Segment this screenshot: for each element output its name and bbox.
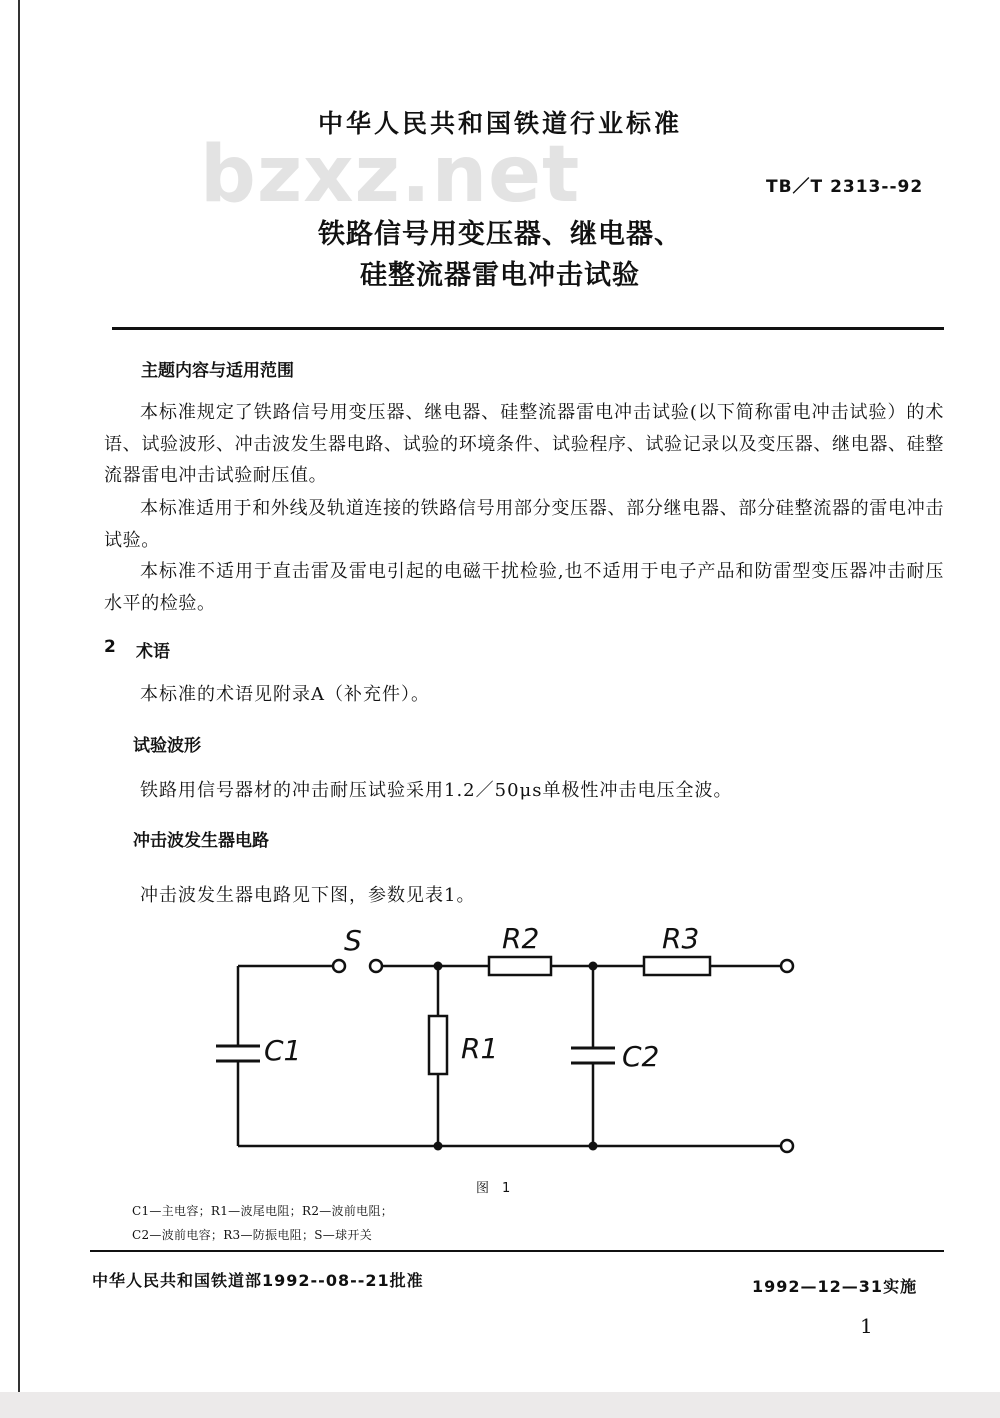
- junction-r1-top: [434, 962, 443, 971]
- label-r1: R1: [461, 1032, 499, 1065]
- output-terminal-bottom: [781, 1140, 793, 1152]
- page-number: 1: [860, 1314, 873, 1338]
- switch-contact-left: [333, 960, 345, 972]
- generator-text: 冲击波发生器电路见下图，参数见表1。: [140, 885, 476, 906]
- label-c1: C1: [264, 1034, 302, 1067]
- figure-legend-line-1: C1—主电容；R1—波尾电阻；R2—波前电阻；: [132, 1204, 394, 1218]
- label-r2: R2: [502, 922, 540, 955]
- junction-c2-bottom: [589, 1142, 598, 1151]
- label-c2: C2: [622, 1040, 660, 1073]
- section-heading-generator: 冲击波发生器电路: [133, 831, 269, 851]
- terms-text: 本标准的术语见附录A（补充件）。: [140, 684, 430, 705]
- junction-r1-bottom: [434, 1142, 443, 1151]
- resistor-r1: [429, 1016, 447, 1074]
- section-number-terms: 2: [104, 637, 116, 657]
- waveform-text: 铁路用信号器材的冲击耐压试验采用1.2／50μs单极性冲击电压全波。: [140, 780, 733, 801]
- section-heading-scope: 主题内容与适用范围: [141, 361, 294, 381]
- standard-code: TB／T 2313--92: [766, 177, 924, 197]
- scope-paragraph-1: 本标准规定了铁路信号用变压器、继电器、硅整流器雷电冲击试验(以下简称雷电冲击试验）的术语、试验波形、冲击波发生器电路、试验的环境条件、试验程序、试验记录以及变压器、继电器、硅整流器雷电冲击试验耐压值。: [104, 402, 944, 486]
- section-heading-terms: 术语: [136, 642, 170, 662]
- figure-legend-line-2: C2—波前电容；R3—防振电阻；S—球开关: [132, 1228, 373, 1242]
- resistor-r2: [489, 957, 551, 975]
- scope-paragraph-2: 本标准适用于和外线及轨道连接的铁路信号用部分变压器、部分继电器、部分硅整流器的雷电冲击试验。: [104, 498, 944, 551]
- label-switch-s: S: [344, 924, 362, 957]
- document-title-line-2: 硅整流器雷电冲击试验: [360, 260, 640, 291]
- footer-divider: [90, 1250, 944, 1252]
- watermark: bzxz.net: [200, 130, 581, 220]
- output-terminal-top: [781, 960, 793, 972]
- junction-c2-top: [589, 962, 598, 971]
- approval-line: 中华人民共和国铁道部1992--08--21批准: [92, 1271, 424, 1290]
- switch-contact-right: [370, 960, 382, 972]
- standard-organization: 中华人民共和国铁道行业标准: [317, 109, 682, 138]
- document-title-line-1: 铁路信号用变压器、继电器、: [318, 219, 682, 250]
- section-heading-waveform: 试验波形: [133, 736, 201, 756]
- resistor-r3: [644, 957, 710, 975]
- effective-date: 1992—12—31实施: [752, 1277, 918, 1296]
- label-r3: R3: [662, 922, 700, 955]
- viewer-bottom-strip: [0, 1392, 1000, 1418]
- scope-paragraph-3: 本标准不适用于直击雷及雷电引起的电磁干扰检验,也不适用于电子产品和防雷型变压器冲击耐压水平的检验。: [104, 561, 944, 614]
- figure-caption: 图 1: [476, 1181, 511, 1196]
